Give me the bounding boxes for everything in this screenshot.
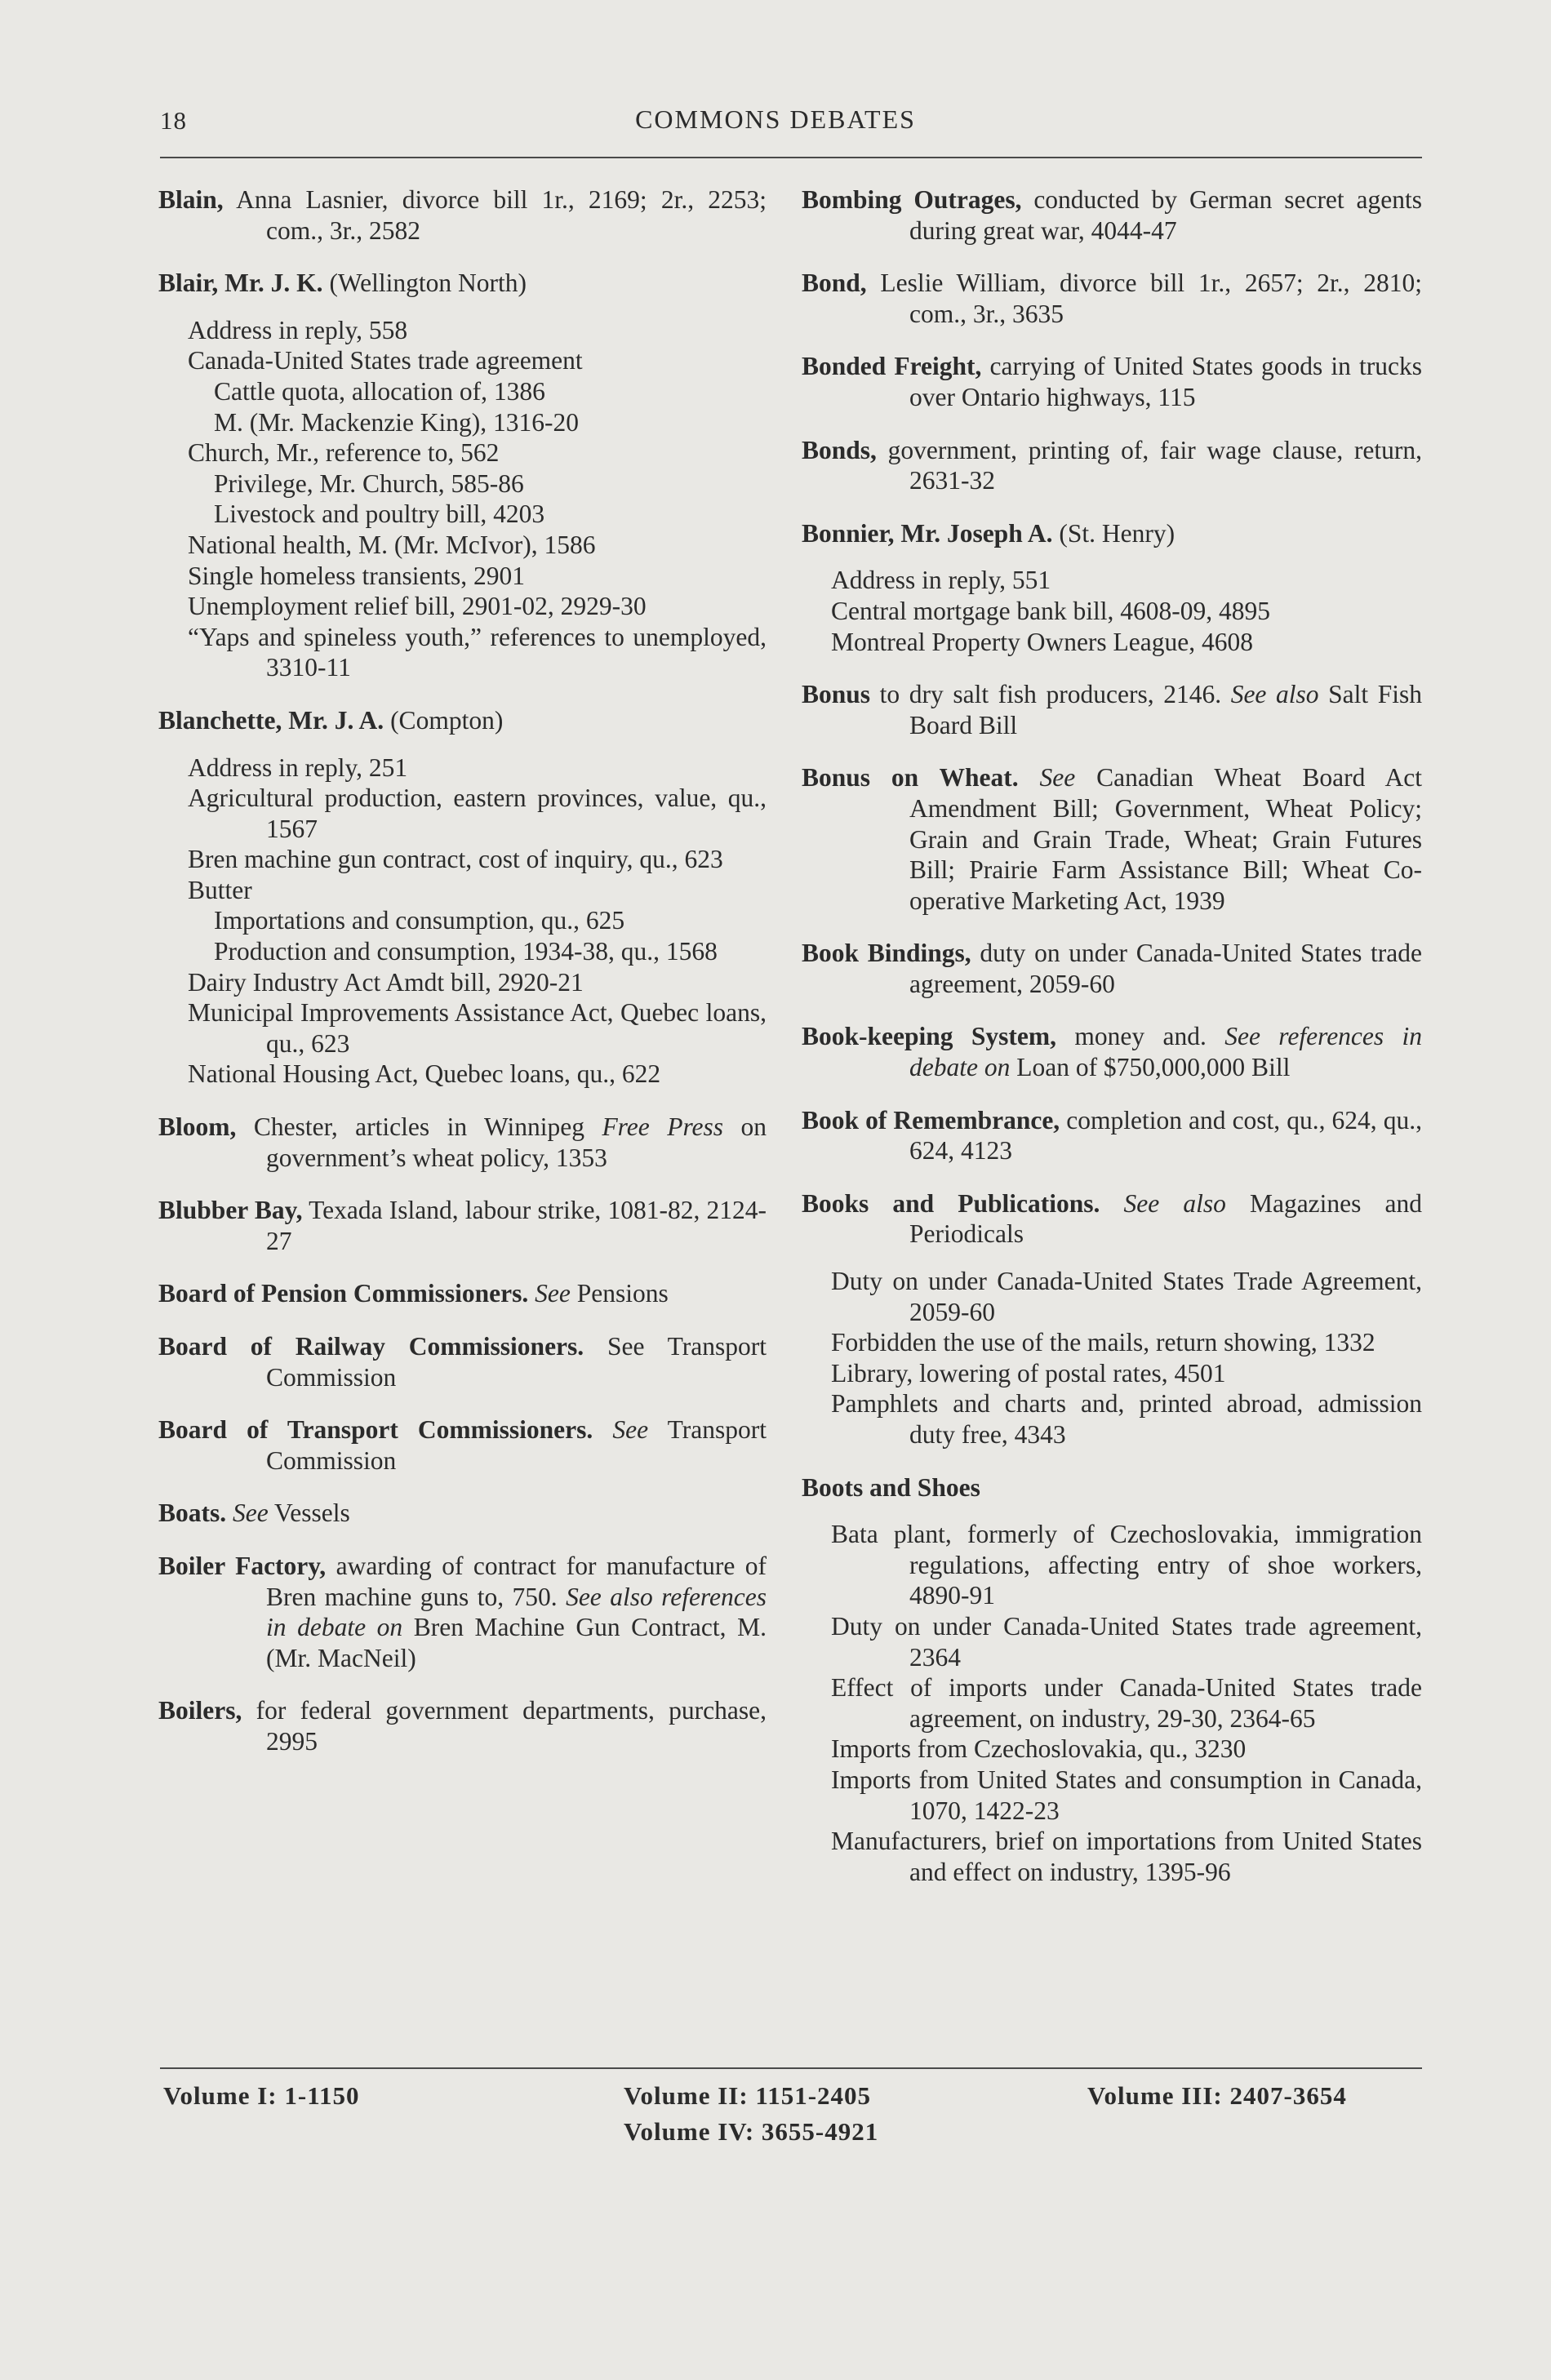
entry-text: money and. <box>1056 1022 1225 1051</box>
subentry: Imports from United States and consumption in Canada, 1070, 1422-23 <box>831 1765 1422 1825</box>
index-entry <box>158 1195 767 1256</box>
subentry: National health, M. (Mr. McIvor), 1586 <box>188 530 596 559</box>
entry-heading: Boots and Shoes <box>802 1472 980 1502</box>
subentry: Cattle quota, allocation of, 1386 <box>214 376 545 406</box>
entry-text: Bren Machine Gun Contract, M. (Mr. MacNeil) <box>266 1613 767 1672</box>
entry-heading: Board of Pension Commissioners. <box>158 1279 529 1308</box>
entry-heading: Boilers, <box>158 1696 242 1725</box>
entry-italic-text: See <box>528 1279 571 1308</box>
entry-italic-text: See <box>1018 763 1076 793</box>
subentry: Address in reply, 251 <box>188 753 408 782</box>
entry-heading: Book of Remembrance, <box>802 1105 1060 1134</box>
index-entry <box>158 268 767 299</box>
subentry: Bren machine gun contract, cost of inquiry, qu., 623 <box>188 845 723 874</box>
entry-heading: Blubber Bay, <box>158 1196 303 1225</box>
entry-text: government, printing of, fair wage clause, return, 2631-32 <box>876 435 1422 495</box>
subentry-list <box>802 1519 1422 1887</box>
entry-heading: Blanchette, Mr. J. A. <box>158 705 384 735</box>
entry-heading: Bond, <box>802 269 867 298</box>
entry-heading: Bonus on Wheat. <box>802 763 1019 793</box>
subentry: Production and consumption, 1934-38, qu., 1568 <box>214 937 718 966</box>
index-entry <box>158 705 767 736</box>
footer-volume-2-4 <box>624 2078 878 2150</box>
entry-heading: Board of Transport Commissioners. <box>158 1415 593 1445</box>
subentry: Forbidden the use of the mails, return showing, 1332 <box>831 1328 1375 1357</box>
entry-text: conducted by German secret agents during great war, 4044-47 <box>909 185 1422 245</box>
index-entry <box>158 1112 767 1173</box>
subentry: Duty on under Canada-United States Trade Agreement, 2059-60 <box>831 1267 1422 1326</box>
subentry: Importations and consumption, qu., 625 <box>214 906 625 935</box>
footer-volume-2: Volume II: 1151-2405 <box>624 2081 872 2110</box>
index-entry <box>158 1331 767 1392</box>
entry-heading: Book-keeping System, <box>802 1022 1057 1051</box>
entry-heading: Bonds, <box>802 435 877 464</box>
subentry-list <box>158 753 767 1090</box>
subentry: Address in reply, 558 <box>188 315 408 344</box>
subentry: Canada-United States trade agreement <box>188 346 583 375</box>
entry-text: Pensions <box>570 1279 669 1308</box>
footer-volume-3: Volume III: 2407-3654 <box>1087 2081 1347 2110</box>
entry-heading: Bonnier, Mr. Joseph A. <box>802 518 1053 548</box>
subentry: Agricultural production, eastern provinces, value, qu., 1567 <box>188 784 767 843</box>
subentry: M. (Mr. Mackenzie King), 1316-20 <box>214 407 580 437</box>
subentry: Pamphlets and charts and, printed abroad, admission duty free, 4343 <box>831 1389 1422 1449</box>
index-entry <box>802 938 1422 999</box>
top-rule <box>160 157 1422 158</box>
entry-italic-text: See <box>226 1499 269 1528</box>
footer-volume-4: Volume IV: 3655-4921 <box>624 2117 879 2146</box>
subentry: Dairy Industry Act Amdt bill, 2920-21 <box>188 967 584 997</box>
subentry: Unemployment relief bill, 2901-02, 2929-30 <box>188 592 647 621</box>
subentry: Montreal Property Owners League, 4608 <box>831 627 1253 656</box>
entry-text: awarding of contract for manufacture of Bren machine guns to, 750. <box>266 1551 767 1611</box>
footer-volume-1: Volume I: 1-1150 <box>163 2081 360 2110</box>
page-number: 18 <box>160 106 187 135</box>
running-head: COMMONS DEBATES <box>635 104 916 134</box>
index-entry <box>802 435 1422 496</box>
subentry: Imports from Czechoslovakia, qu., 3230 <box>831 1734 1247 1764</box>
entry-italic-text: See also references in debate on <box>266 1582 767 1642</box>
index-entry <box>802 1188 1422 1250</box>
entry-italic-text: See also <box>1230 680 1319 709</box>
index-entry <box>802 1472 1422 1503</box>
entry-heading: Bonded Freight, <box>802 352 982 381</box>
subentry-list <box>802 1266 1422 1450</box>
subentry: Church, Mr., reference to, 562 <box>188 438 500 468</box>
index-entry <box>158 1414 767 1476</box>
bottom-rule <box>160 2067 1422 2069</box>
entry-text: See Transport Commission <box>266 1332 767 1392</box>
index-entry <box>158 1278 767 1309</box>
entry-heading: Bonus <box>802 680 871 709</box>
index-entry <box>158 1551 767 1673</box>
subentry-list <box>158 315 767 683</box>
entry-text: Canadian Wheat Board Act Amendment Bill; Government, Wheat Policy; Grain and Grain Trade, Wheat; Grain Futures Bill; Prairie Farm Assistance Bill; Wheat Co-operative Marketing Act, 1939 <box>909 763 1423 915</box>
subentry: Central mortgage bank bill, 4608-09, 4895 <box>831 596 1271 625</box>
index-entry <box>802 351 1422 412</box>
subentry: Duty on under Canada-United States trade agreement, 2364 <box>831 1611 1422 1672</box>
entry-text: on government’s wheat policy, 1353 <box>266 1112 767 1172</box>
entry-text: (Wellington North) <box>322 269 527 298</box>
subentry: Manufacturers, brief on importations from United States and effect on industry, 1395-96 <box>831 1827 1422 1886</box>
entry-text: Texada Island, labour strike, 1081-82, 2124-27 <box>266 1196 767 1255</box>
index-entry <box>802 184 1422 246</box>
entry-text: Leslie William, divorce bill 1r., 2657; 2r., 2810; com., 3r., 3635 <box>866 269 1422 328</box>
entry-heading: Board of Railway Commissioners. <box>158 1332 584 1361</box>
subentry: Address in reply, 551 <box>831 566 1051 595</box>
entry-heading: Boiler Factory, <box>158 1551 327 1580</box>
entry-text: to dry salt fish producers, 2146. <box>870 680 1231 709</box>
entry-heading: Bloom, <box>158 1112 237 1142</box>
index-entry <box>158 1498 767 1529</box>
entry-text: Anna Lasnier, divorce bill 1r., 2169; 2r., 2253; com., 3r., 2582 <box>223 185 767 245</box>
entry-heading: Book Bindings, <box>802 939 971 968</box>
subentry: Single homeless transients, 2901 <box>188 561 525 590</box>
entry-text: (Compton) <box>384 705 504 735</box>
entry-heading: Blair, Mr. J. K. <box>158 269 323 298</box>
index-entry <box>158 1695 767 1756</box>
subentry: “Yaps and spineless youth,” references to unemployed, 3310-11 <box>188 622 767 682</box>
entry-heading: Blain, <box>158 185 224 214</box>
index-entry <box>802 1021 1422 1082</box>
entry-text: for federal government departments, purchase, 2995 <box>242 1696 767 1756</box>
index-entry <box>158 184 767 246</box>
entry-text: Salt Fish Board Bill <box>909 680 1422 739</box>
subentry-list <box>802 565 1422 657</box>
entry-text: Transport Commission <box>266 1415 767 1475</box>
index-entry <box>802 1105 1422 1166</box>
entry-italic-text: See also <box>1100 1188 1226 1218</box>
entry-text: Chester, articles in Winnipeg <box>236 1112 602 1142</box>
left-column <box>158 184 767 1779</box>
subentry: Butter <box>188 875 252 904</box>
subentry: Livestock and poultry bill, 4203 <box>214 500 545 529</box>
entry-text: Magazines and Periodicals <box>909 1188 1422 1249</box>
entry-italic-text: Free Press <box>602 1112 724 1142</box>
entry-text: Vessels <box>268 1499 350 1528</box>
entry-text: completion and cost, qu., 624, qu., 624, 4123 <box>909 1105 1422 1166</box>
entry-heading: Books and Publications. <box>802 1188 1100 1218</box>
entry-heading: Boats. <box>158 1499 227 1528</box>
entry-text: carrying of United States goods in trucks over Ontario highways, 115 <box>909 352 1422 411</box>
right-column <box>802 184 1422 1909</box>
subentry: Municipal Improvements Assistance Act, Quebec loans, qu., 623 <box>188 998 767 1058</box>
subentry: National Housing Act, Quebec loans, qu., 622 <box>188 1059 661 1089</box>
entry-text: (St. Henry) <box>1052 518 1175 548</box>
subentry: Bata plant, formerly of Czechoslovakia, immigration regulations, affecting entry of shoe workers, 4890-91 <box>831 1520 1422 1610</box>
subentry: Effect of imports under Canada-United States trade agreement, on industry, 29-30, 2364-65 <box>831 1673 1422 1733</box>
entry-text: Loan of $750,000,000 Bill <box>1010 1053 1291 1082</box>
index-entry <box>802 762 1422 916</box>
index-entry <box>802 268 1422 329</box>
subentry: Privilege, Mr. Church, 585-86 <box>214 468 524 498</box>
index-entry <box>802 518 1422 549</box>
entry-italic-text: See references in debate on <box>909 1022 1423 1082</box>
entry-italic-text: See <box>593 1415 649 1445</box>
subentry: Library, lowering of postal rates, 4501 <box>831 1358 1226 1388</box>
entry-heading: Bombing Outrages, <box>802 185 1022 214</box>
entry-text: duty on under Canada-United States trade agreement, 2059-60 <box>909 939 1422 998</box>
index-entry <box>802 679 1422 740</box>
